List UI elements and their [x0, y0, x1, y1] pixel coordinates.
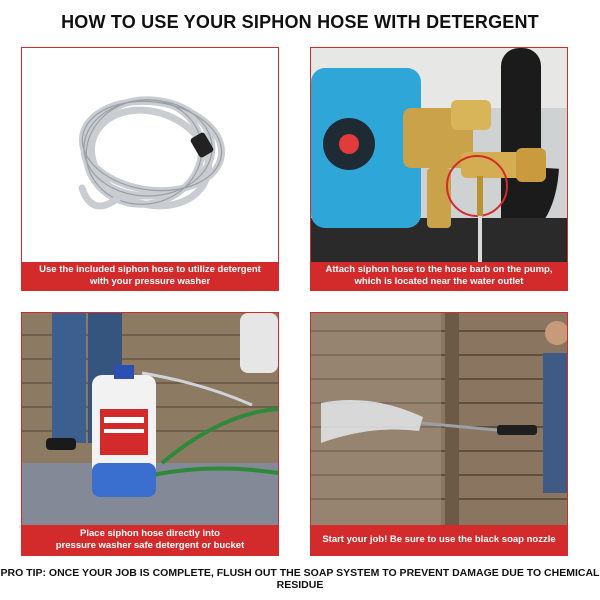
- pro-tip: PRO TIP: ONCE YOUR JOB IS COMPLETE, FLUSH OUT THE SOAP SYSTEM TO PREVENT DAMAGE DUE TO CHEMICAL RESIDUE: [0, 567, 600, 591]
- step-panel-4: [310, 312, 568, 556]
- step-panel-2: [310, 47, 568, 291]
- step-caption-4: Start your job! Be sure to use the black soap nozzle: [311, 525, 567, 555]
- spraying-fence-image: [311, 313, 567, 525]
- page-title: HOW TO USE YOUR SIPHON HOSE WITH DETERGENT: [61, 12, 539, 32]
- detergent-jug-image: [22, 313, 278, 525]
- step-caption-3: Place siphon hose directly into pressure washer safe detergent or bucket: [22, 525, 278, 555]
- siphon-hose-image: [22, 48, 278, 264]
- step-panel-1: [21, 47, 279, 291]
- step-caption-1: Use the included siphon hose to utilize detergent with your pressure washer: [22, 262, 278, 290]
- step-panel-3: [21, 312, 279, 556]
- pump-hose-barb-image: [311, 48, 567, 264]
- step-caption-2: Attach siphon hose to the hose barb on the pump, which is located near the water outlet: [311, 262, 567, 290]
